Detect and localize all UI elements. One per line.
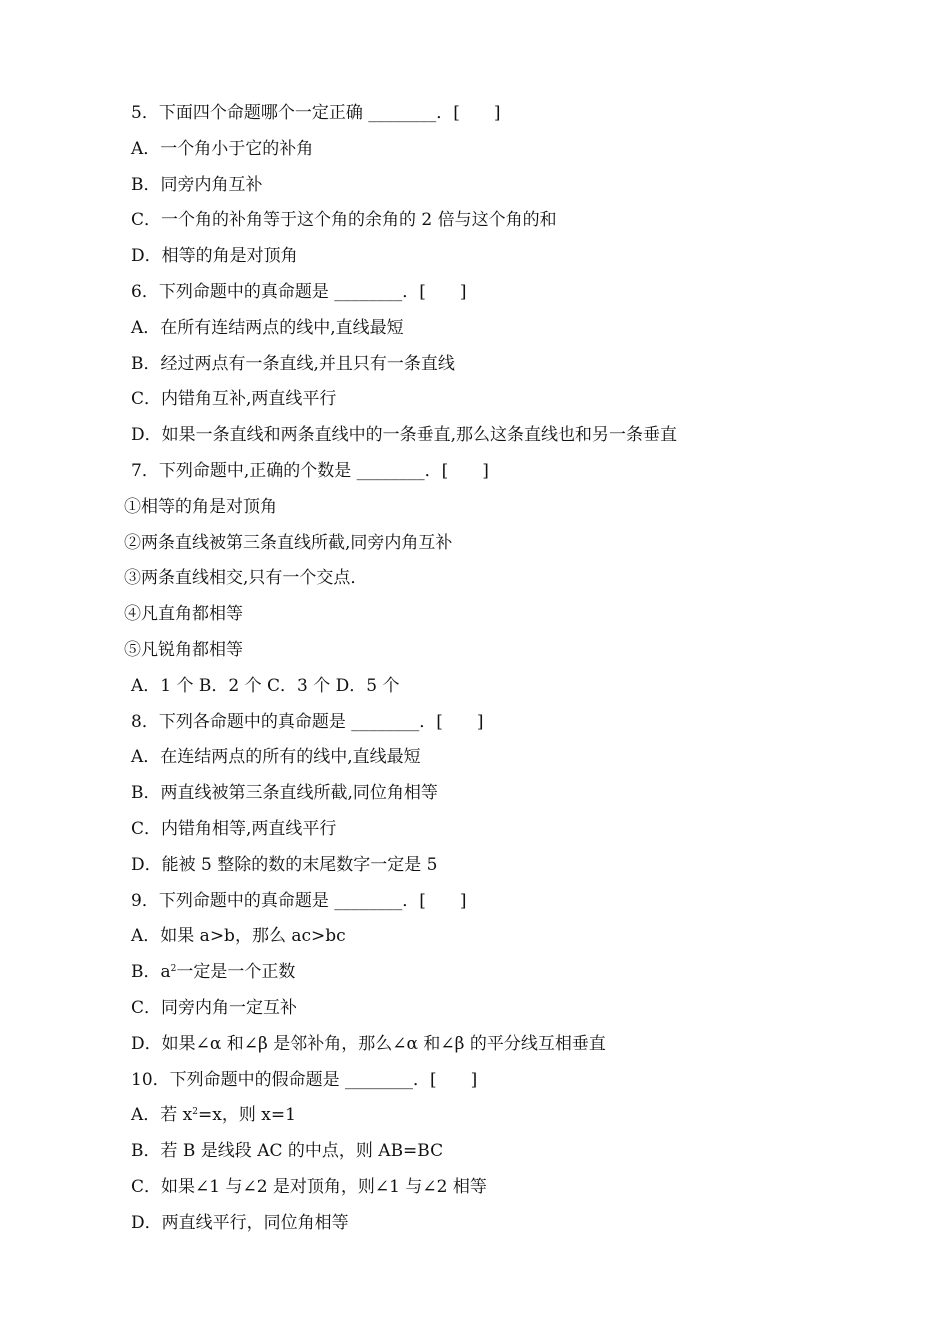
- question-5-option-d: D．相等的角是对顶角: [131, 246, 298, 267]
- question-9-option-d: D．如果∠α 和∠β 是邻补角，那么∠α 和∠β 的平分线互相垂直: [131, 1033, 606, 1054]
- question-7-statement-3: ③两条直线相交,只有一个交点．: [124, 568, 368, 589]
- question-10-option-b: B．若 B 是线段 AC 的中点，则 AB=BC: [131, 1141, 444, 1162]
- question-10-option-a-suffix: =x，则 x=1: [198, 1105, 296, 1126]
- question-8-option-a: A．在连结两点的所有的线中,直线最短: [131, 747, 421, 768]
- question-5-option-b: B．同旁内角互补: [131, 174, 263, 195]
- question-7-statement-4: ④凡直角都相等: [124, 604, 243, 625]
- question-10-stem: 10．下列命题中的假命题是 ________．[ ]: [131, 1069, 478, 1090]
- question-list: [0, 98, 950, 1244]
- question-9-option-b-prefix: B．a: [131, 962, 171, 983]
- question-9-option-b: [0, 957, 950, 993]
- question-8-option-b: B．两直线被第三条直线所截,同位角相等: [131, 783, 438, 804]
- question-10-option-d: D．两直线平行，同位角相等: [131, 1212, 349, 1233]
- question-6-option-c: C．内错角互补,两直线平行: [131, 389, 337, 410]
- question-5-option-a: A．一个角小于它的补角: [131, 138, 314, 159]
- question-6-option-a: A．在所有连结两点的线中,直线最短: [131, 317, 404, 338]
- question-5-option-c: C．一个角的补角等于这个角的余角的 2 倍与这个角的和: [131, 210, 557, 231]
- question-10-option-a-prefix: A．若 x: [131, 1105, 193, 1126]
- question-7-stem: 7．下列命题中,正确的个数是 ________．[ ]: [131, 460, 489, 481]
- question-8-stem: 8．下列各命题中的真命题是 ________．[ ]: [131, 711, 484, 732]
- question-5-stem: 5．下面四个命题哪个一定正确 ________．[ ]: [131, 103, 501, 123]
- question-9-option-a: A．如果 a>b，那么 ac>bc: [131, 926, 346, 947]
- question-8-option-d: D．能被 5 整除的数的末尾数字一定是 5: [131, 854, 438, 875]
- question-10-option-c: C．如果∠1 与∠2 是对顶角，则∠1 与∠2 相等: [131, 1176, 487, 1197]
- superscript-exponent: 2: [170, 964, 177, 975]
- question-10-option-a: [0, 1100, 950, 1136]
- question-9-option-c: C．同旁内角一定互补: [131, 997, 298, 1018]
- question-6-stem: 6．下列命题中的真命题是 ________．[ ]: [131, 281, 467, 302]
- question-9-option-b-suffix: 一定是一个正数: [176, 962, 296, 983]
- question-8-option-c: C．内错角相等,两直线平行: [131, 818, 337, 839]
- question-6-option-d: D．如果一条直线和两条直线中的一条垂直,那么这条直线也和另一条垂直: [131, 425, 678, 446]
- question-9-stem: 9．下列命题中的真命题是 ________．[ ]: [131, 890, 467, 911]
- question-7-options: A．1 个 B．2 个 C．3 个 D．5 个: [131, 675, 400, 696]
- question-7-statement-2: ②两条直线被第三条直线所截,同旁内角互补: [124, 532, 453, 553]
- question-7-statement-5: ⑤凡锐角都相等: [124, 639, 243, 660]
- question-6-option-b: B．经过两点有一条直线,并且只有一条直线: [131, 353, 455, 374]
- question-7-statement-1: ①相等的角是对顶角: [124, 496, 277, 517]
- superscript-exponent: 2: [192, 1107, 199, 1118]
